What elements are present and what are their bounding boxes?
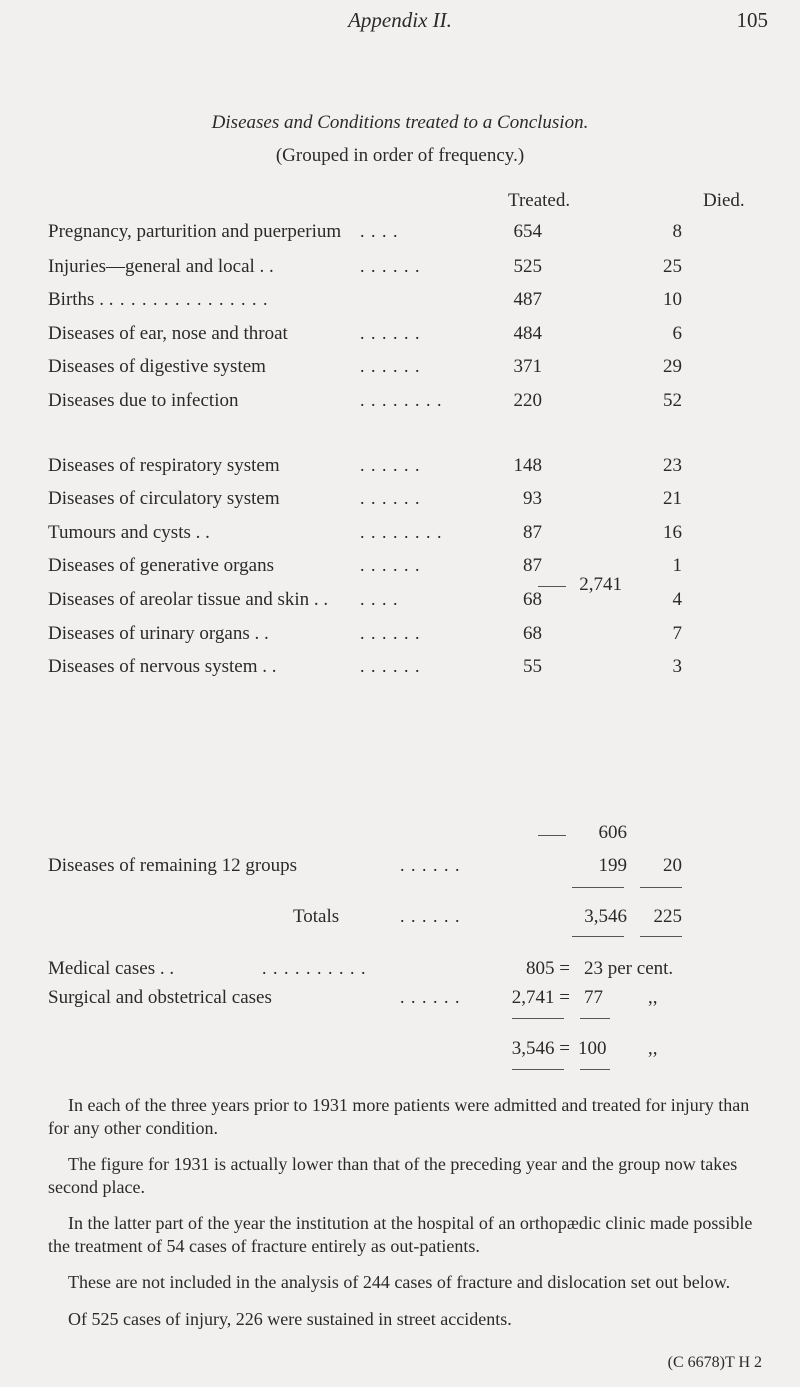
leader-dots: . . . . . . [360, 656, 421, 676]
remaining-groups-died: 20 [663, 855, 682, 876]
rule [580, 1069, 610, 1070]
ditto-mark: ,, [648, 987, 658, 1008]
row-died: 10 [663, 289, 682, 310]
row-treated: 654 [513, 221, 542, 242]
row-label: Diseases of digestive system [48, 356, 266, 377]
surgical-cases-count: 2,741 = [511, 987, 570, 1008]
body-paragraph: Of 525 cases of injury, 226 were sustained in street accidents. [68, 1309, 512, 1329]
body-paragraph: These are not included in the analysis of 244 cases of fracture and dislocation set out below. [68, 1272, 731, 1292]
row-died: 29 [663, 356, 682, 377]
row-died: 1 [672, 555, 682, 576]
totals-died: 225 [653, 906, 682, 927]
row-label: Tumours and cysts . . [48, 522, 210, 543]
row-label: Diseases of generative organs [48, 555, 274, 576]
leader-dots: . . . . . . [360, 488, 421, 508]
leader-dots: . . . . . . [400, 855, 461, 875]
medical-cases-percent: 23 per cent. [584, 958, 674, 979]
footer-reference: (C 6678)T H 2 [667, 1354, 762, 1371]
remaining-groups-treated: 199 [598, 855, 627, 876]
column-header-treated: Treated. [508, 190, 571, 211]
subtotal-second-group: 606 [598, 822, 627, 843]
leader-dots: . . . . . . [360, 256, 421, 276]
row-treated: 68 [523, 589, 542, 610]
row-label: Diseases of circulatory system [48, 488, 280, 509]
row-died: 7 [672, 623, 682, 644]
rule [512, 1018, 564, 1019]
leader-dots: . . . . . . . . . . [262, 958, 367, 978]
totals-label: Totals [293, 906, 340, 927]
rule [640, 936, 682, 937]
row-treated: 487 [513, 289, 542, 310]
column-header-died: Died. [703, 190, 745, 211]
row-died: 23 [663, 455, 682, 476]
body-paragraph: The figure for 1931 is actually lower than that of the preceding year and the group now takes second place. [48, 1154, 738, 1197]
row-label: Injuries—general and local . . [48, 256, 274, 277]
row-label: Births . . [48, 289, 114, 310]
row-died: 6 [672, 323, 682, 344]
totals-treated: 3,546 [584, 906, 627, 927]
row-treated: 525 [513, 256, 542, 277]
row-treated: 87 [523, 522, 542, 543]
leader-dots: . . . . . . [360, 555, 421, 575]
row-label: Diseases of ear, nose and throat [48, 323, 288, 344]
row-died: 3 [672, 656, 682, 677]
leader-dots: . . . . . . [360, 323, 421, 343]
row-died: 4 [672, 589, 682, 610]
body-paragraph: In each of the three years prior to 1931 more patients were admitted and treated for injury than for any other condition. [48, 1095, 750, 1138]
running-header-title: Appendix II. [348, 8, 452, 32]
surgical-cases-percent: 77 [584, 987, 603, 1008]
row-label: Diseases of nervous system . . [48, 656, 277, 677]
row-died: 25 [663, 256, 682, 277]
rule [640, 887, 682, 888]
row-label: Diseases due to infection [48, 390, 239, 411]
ditto-mark: ,, [648, 1038, 658, 1059]
row-died: 16 [663, 522, 682, 543]
row-label: Diseases of areolar tissue and skin . . [48, 589, 329, 610]
leader-dots: . . . . [360, 221, 399, 241]
rule [580, 1018, 610, 1019]
row-treated: 220 [513, 390, 542, 411]
row-label: Diseases of urinary organs . . [48, 623, 269, 644]
leader-dots: . . . . . . [360, 356, 421, 376]
row-treated: 148 [513, 455, 542, 476]
leader-dots: . . . . [360, 589, 399, 609]
subtotal-first-group: 2,741 [579, 574, 622, 595]
row-label: Pregnancy, parturition and puerperium [48, 221, 342, 242]
row-treated: 371 [513, 356, 542, 377]
medical-cases-count: 805 = [526, 958, 570, 979]
leader-dots: . . . . . . . . [360, 522, 443, 542]
row-treated: 55 [523, 656, 542, 677]
leader-dots: . . . . . . [400, 906, 461, 926]
remaining-groups-label: Diseases of remaining 12 groups [48, 855, 298, 876]
leader-dots: . . . . . . [360, 623, 421, 643]
leader-dots: . . . . . . . . [360, 390, 443, 410]
row-label: Diseases of respiratory system [48, 455, 280, 476]
row-died: 52 [663, 390, 682, 411]
medical-cases-label: Medical cases . . [48, 958, 175, 979]
table-title: Diseases and Conditions treated to a Conclusion. [211, 112, 589, 133]
row-treated: 68 [523, 623, 542, 644]
row-treated: 87 [523, 555, 542, 576]
summary-total-count: 3,546 = [511, 1038, 570, 1059]
row-treated: 93 [523, 488, 542, 509]
rule [572, 887, 624, 888]
surgical-cases-label: Surgical and obstetrical cases [48, 987, 272, 1008]
page-number: 105 [736, 8, 768, 32]
row-treated: 484 [513, 323, 542, 344]
row-died: 8 [672, 221, 682, 242]
table-subtitle: (Grouped in order of frequency.) [275, 145, 525, 166]
leader-dots: . . . . . . [360, 455, 421, 475]
rule [572, 936, 624, 937]
body-paragraph: In the latter part of the year the institution at the hospital of an orthopædic clinic made possible the treatment of 54 cases of fracture entirely as out-patients. [48, 1213, 753, 1256]
leader-dots: . . . . . . . . . . . . . . [120, 289, 269, 309]
summary-total-percent: 100 [578, 1038, 607, 1059]
rule [512, 1069, 564, 1070]
row-died: 21 [663, 488, 682, 509]
leader-dots: . . . . . . [400, 987, 461, 1007]
